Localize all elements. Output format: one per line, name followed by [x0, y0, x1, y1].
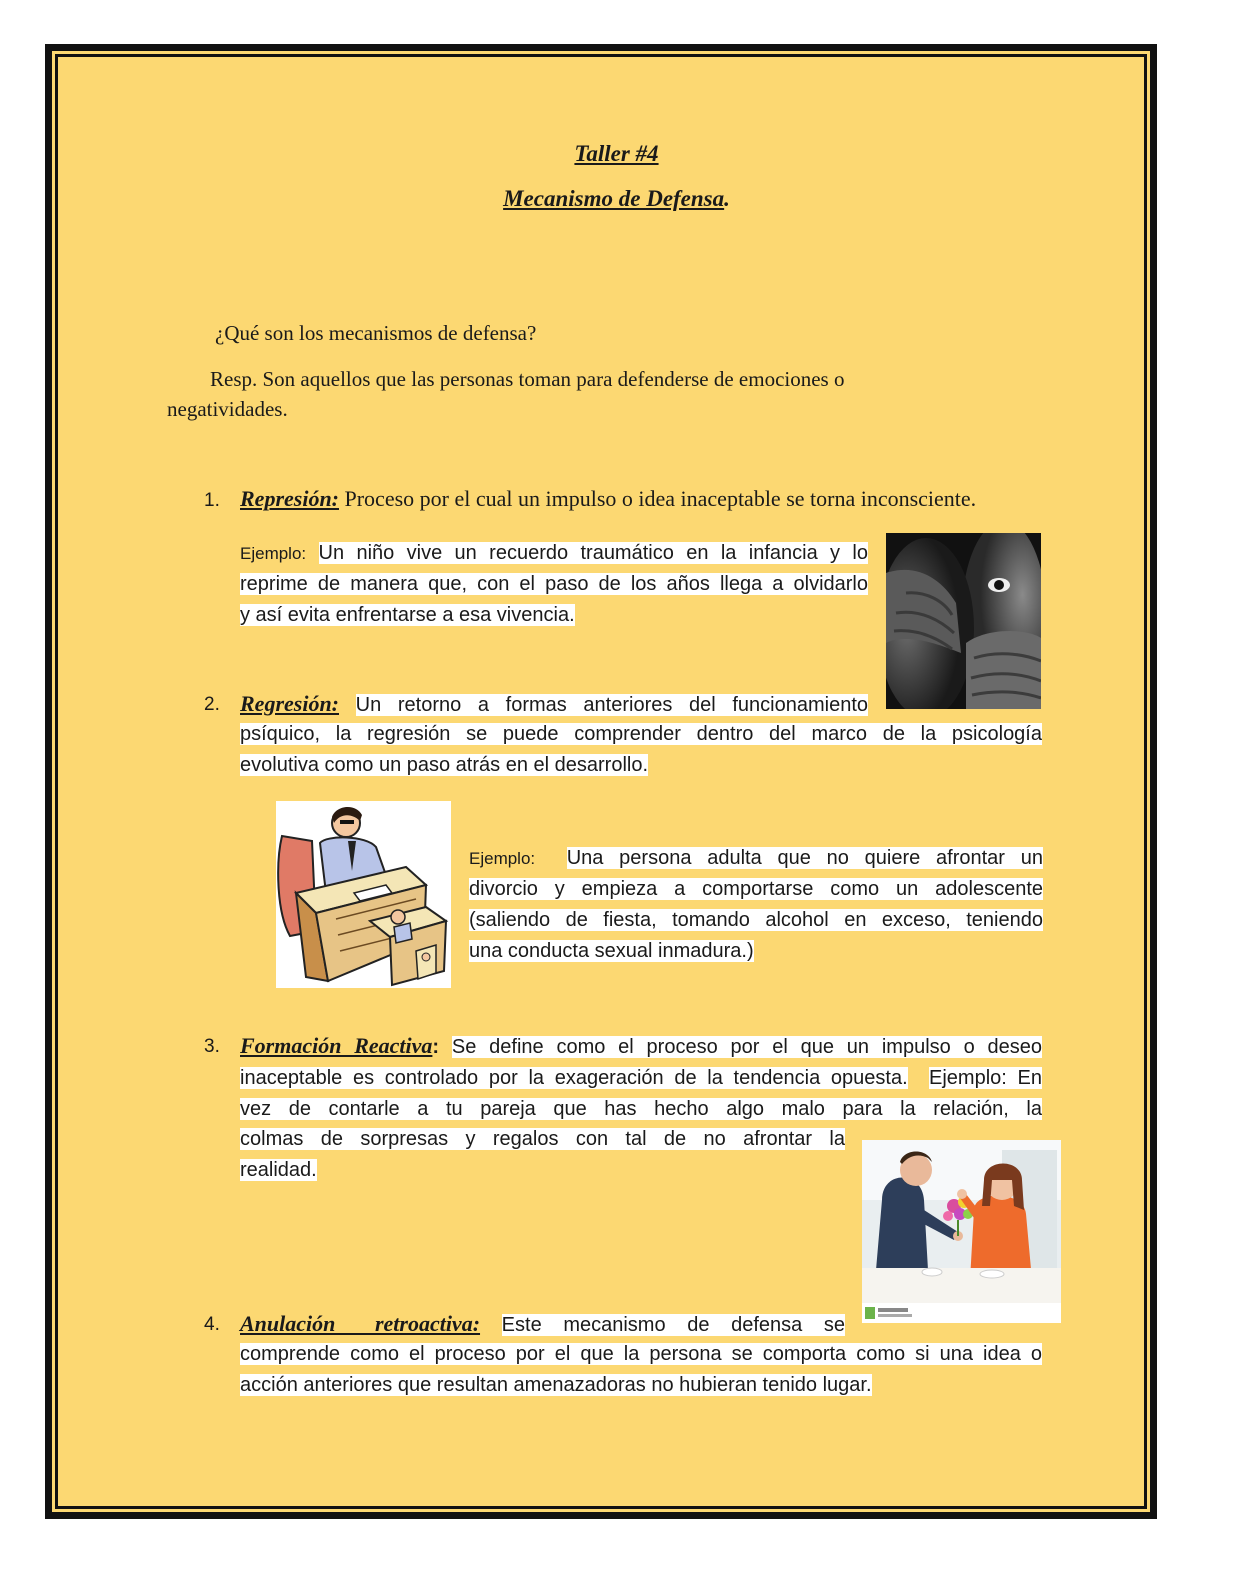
item-4-line-1-wrap — [240, 1308, 845, 1341]
item-3-number: 3. — [204, 1036, 220, 1057]
item-2-example-line-1: Una persona adulta que no quiere afrontar un — [566, 847, 1043, 869]
item-2-term: Regresión: — [240, 691, 339, 716]
regression-desk-illustration — [276, 801, 451, 988]
intro-answer-line1: Resp. Son aquellos que las personas toman para defenderse de emociones o — [210, 367, 845, 391]
item-2-number: 2. — [204, 694, 220, 715]
item-3-text — [240, 1030, 1042, 1125]
couple-illustration — [862, 1140, 1061, 1323]
item-4-number: 4. — [204, 1314, 220, 1335]
item-2-line-1-wrap — [240, 688, 868, 721]
item-4-line-3: acción anteriores que resultan amenazadoras no hubieran tenido lugar. — [240, 1374, 872, 1396]
intro-answer-line2: negatividades. — [167, 397, 288, 421]
item-1-example-label: Ejemplo: — [240, 544, 307, 563]
item-3-line-2: inaceptable es controlado por la exageración de la tendencia opuesta. — [240, 1067, 908, 1089]
page-title: Taller #4 — [574, 141, 659, 166]
item-3-line-1: Se define como el proceso por el que un impulso o deseo — [451, 1036, 1042, 1058]
repression-face-image — [886, 533, 1041, 709]
item-4-text-rest — [240, 1339, 1042, 1401]
item-2-def-line-3: evolutiva como un paso atrás en el desarrollo. — [240, 754, 649, 776]
item-2-example-line-3: (saliendo de fiesta, tomando alcohol en exceso, teniendo — [469, 909, 1043, 931]
item-3-line-6: realidad. — [240, 1159, 317, 1181]
page-subtitle-dot: . — [724, 186, 730, 211]
item-4-line-2: comprende como el proceso por el que la persona se comporta como si una idea o — [240, 1343, 1042, 1365]
regression-desk-clipart — [276, 801, 451, 988]
page-subtitle: Mecanismo de Defensa — [503, 186, 725, 211]
item-1-term: Represión: — [240, 486, 339, 511]
intro-question: ¿Qué son los mecanismos de defensa? — [215, 321, 537, 345]
item-2-definition-rest — [240, 719, 1042, 781]
item-3-line-3: Ejemplo: En — [929, 1067, 1042, 1089]
item-2-example-line-4: una conducta sexual inmadura.) — [469, 940, 754, 962]
item-1-example-line-1: Un niño vive un recuerdo traumático en la infancia y lo — [318, 542, 868, 564]
item-4-line-1: Este mecanismo de defensa se — [501, 1314, 846, 1336]
item-3-term: Formación Reactiva — [240, 1033, 433, 1058]
item-2-example-label: Ejemplo: — [469, 849, 536, 868]
item-3-line-5: colmas de sorpresas y regalos con tal de no afrontar la — [240, 1128, 845, 1150]
item-2-example — [469, 843, 1043, 967]
item-1-definition: Proceso por el cual un impulso o idea inaceptable se torna inconsciente. — [344, 486, 977, 511]
repression-face-illustration — [886, 533, 1041, 709]
item-1-example-line-3: y así evita enfrentarse a esa vivencia. — [240, 604, 575, 626]
item-3-colon: : — [432, 1036, 440, 1058]
item-1-number: 1. — [204, 490, 220, 511]
item-1-heading — [240, 486, 976, 512]
item-1-example-line-2: reprime de manera que, con el paso de los años llega a olvidarlo — [240, 573, 868, 595]
item-3-text-rest — [240, 1124, 845, 1186]
page-subtitle-wrapper — [0, 186, 1233, 212]
item-3-line-4: vez de contarle a tu pareja que has hecho algo malo para la relación, la — [240, 1098, 1042, 1120]
item-4-term: Anulación retroactiva: — [240, 1311, 481, 1336]
item-2-def-line-2: psíquico, la regresión se puede comprender dentro del marco de la psicología — [240, 723, 1042, 745]
item-2-def-line-1: Un retorno a formas anteriores del funcionamiento — [355, 694, 868, 716]
reactive-formation-couple-image — [862, 1140, 1061, 1323]
item-2-example-line-2: divorcio y empieza a comportarse como un adolescente — [469, 878, 1043, 900]
item-1-example — [240, 538, 868, 631]
